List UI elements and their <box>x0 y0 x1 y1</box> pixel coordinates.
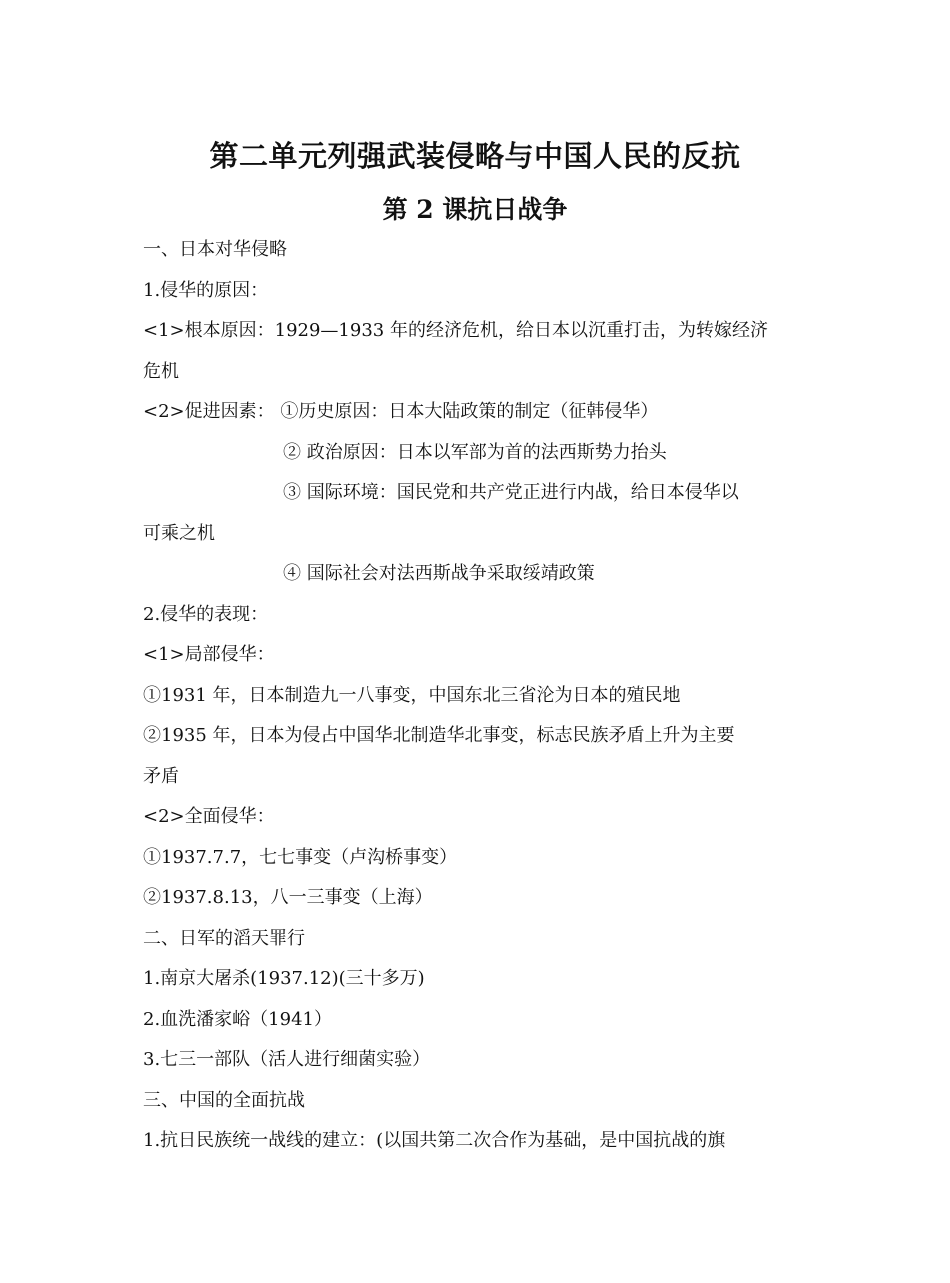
text-line: <2>全面侵华： <box>143 806 275 827</box>
text-line: 2.血洗潘家峪（1941） <box>143 1008 332 1030</box>
section-heading: 一、日本对华侵略 <box>143 239 287 260</box>
text-line: <2>促进因素： ①历史原因：日本大陆政策的制定（征韩侵华） <box>143 401 659 422</box>
lesson-title: 第 2 课抗日战争 <box>382 195 568 224</box>
text-line: 1.抗日民族统一战线的建立：(以国共第二次合作为基础，是中国抗战的旗 <box>143 1130 726 1151</box>
unit-title: 第二单元列强武装侵略与中国人民的反抗 <box>209 139 741 173</box>
text-line: ②1935 年，日本为侵占中国华北制造华北事变，标志民族矛盾上升为主要 <box>143 725 735 746</box>
text-line: ①1937.7.7，七七事变（卢沟桥事变） <box>143 846 458 868</box>
section-heading: 三、中国的全面抗战 <box>143 1089 305 1111</box>
document-body <box>143 230 813 1162</box>
text-line: <1>局部侵华： <box>143 644 275 665</box>
indented-text-line: ② 政治原因：日本以军部为首的法西斯势力抬头 <box>283 441 667 463</box>
indented-text-line: ④ 国际社会对法西斯战争采取绥靖政策 <box>283 563 595 584</box>
text-line: 矛盾 <box>143 765 179 787</box>
text-line: 1.南京大屠杀(1937.12)(三十多万) <box>143 968 425 989</box>
text-line: 3.七三一部队（活人进行细菌实验） <box>143 1049 431 1070</box>
text-line: ①1931 年，日本制造九一八事变，中国东北三省沦为日本的殖民地 <box>143 684 681 706</box>
text-line: <1>根本原因：1929—1933 年的经济危机，给日本以沉重打击，为转嫁经济 <box>143 320 768 341</box>
subsection-heading: 2.侵华的表现： <box>143 603 269 625</box>
section-heading: 二、日军的滔天罪行 <box>143 927 305 949</box>
text-line: 危机 <box>143 360 179 382</box>
subsection-heading: 1.侵华的原因： <box>143 279 269 301</box>
text-line: 可乘之机 <box>143 522 215 544</box>
indented-text-line: ③ 国际环境：国民党和共产党正进行内战，给日本侵华以 <box>283 482 739 503</box>
text-line: ②1937.8.13，八一三事变（上海） <box>143 887 433 908</box>
